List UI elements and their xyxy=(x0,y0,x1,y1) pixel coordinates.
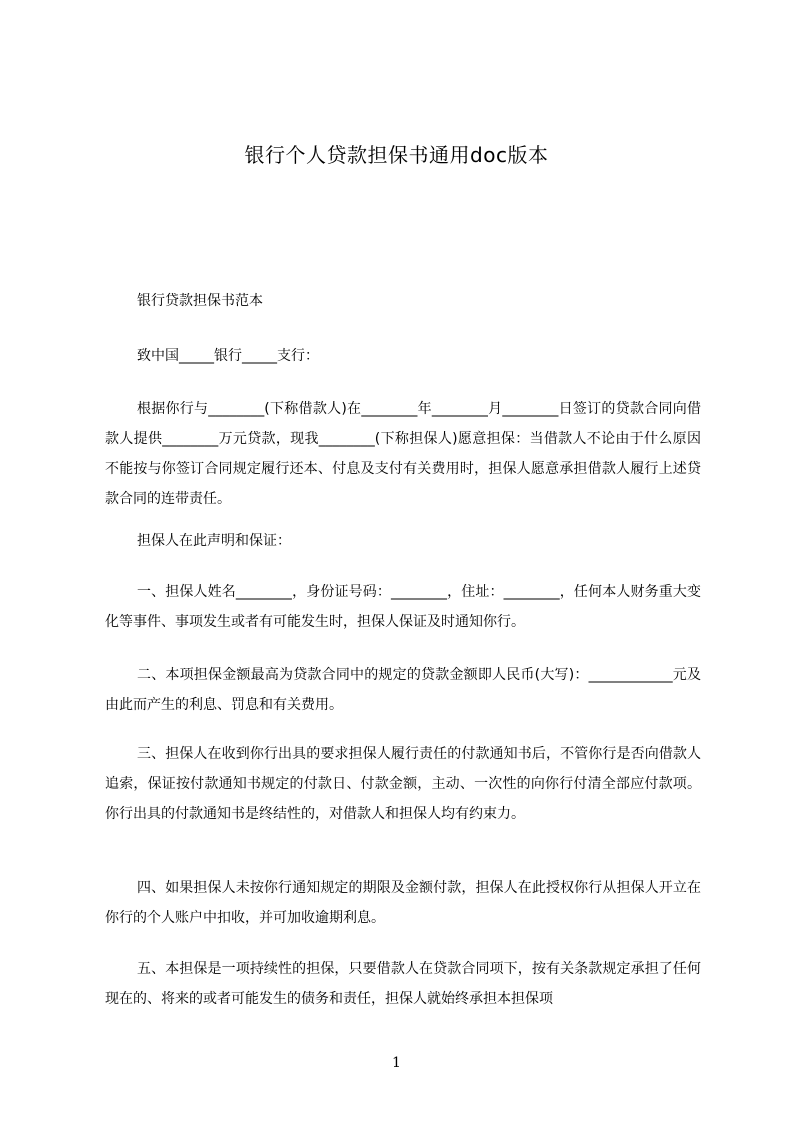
clause-3: 三、担保人在收到你行出具的要求担保人履行责任的付款通知书后，不管你行是否向借款人追索，保证按付款通知书规定的付款日、付款金额，主动、一次性的向你行付清全部应付款项。你行出具的付款通知书是终结性的，对借款人和担保人均有约束力。 xyxy=(105,746,701,822)
template-heading: 银行贷款担保书范本 xyxy=(137,293,263,309)
page-number: 1 xyxy=(392,1055,401,1071)
document-title: 银行个人贷款担保书通用doc版本 xyxy=(244,143,549,167)
clause-5: 五、本担保是一项持续性的担保，只要借款人在贷款合同项下，按有关条款规定承担了任何现在的、将来的或者可能发生的债务和责任，担保人就始终承担本担保项 xyxy=(105,961,701,1007)
clause-2: 二、本项担保金额最高为贷款合同中的规定的贷款金额即人民币(大写)：____________元及由此而产生的利息、罚息和有关费用。 xyxy=(105,667,701,713)
guarantee-main-paragraph: 根据你行与________(下称借款人)在________年________月________日签订的贷款合同向借款人提供________万元贷款，现我________(下称担保人)愿意担保：当借款人不论由于什么原因不能按与你签订合同规定履行还本、付息及支付有关费用时，担保人愿意承担借款人履行上述贷款合同的连带责任。 xyxy=(105,401,701,507)
clause-1: 一、担保人姓名________，身份证号码：________，住址：________，任何本人财务重大变化等事件、事项发生或者有可能发生时，担保人保证及时通知你行。 xyxy=(105,584,701,630)
declaration-line: 担保人在此声明和保证： xyxy=(137,533,291,549)
addressee-line: 致中国_____银行_____支行： xyxy=(137,348,319,364)
clause-4: 四、如果担保人未按你行通知规定的期限及金额付款，担保人在此授权你行从担保人开立在你行的个人账户中扣收，并可加收逾期利息。 xyxy=(105,880,701,926)
